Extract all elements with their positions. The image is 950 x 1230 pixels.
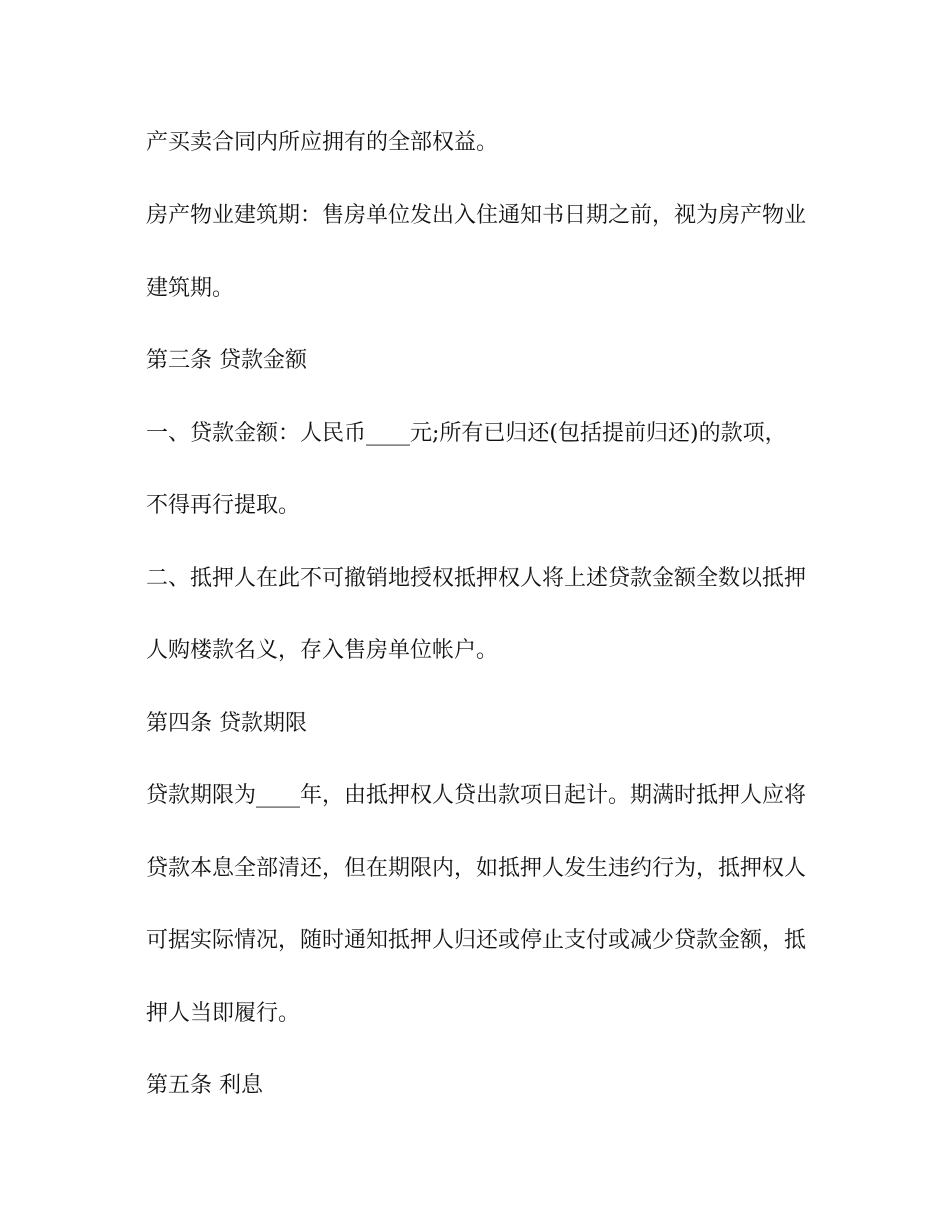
text-line: 建筑期。 [146, 276, 235, 301]
section-heading-article-4: 第四条 贷款期限 [146, 711, 307, 736]
text-line: 不得再行提取。 [146, 493, 301, 518]
text-line: 房产物业建筑期：售房单位发出入住通知书日期之前，视为房产物业 [146, 203, 807, 228]
section-heading-article-5: 第五条 利息 [146, 1073, 263, 1098]
text-line: 贷款本息全部清还，但在期限内，如抵押人发生违约行为，抵押权人 [146, 856, 807, 881]
text-line: 产买卖合同内所应拥有的全部权益。 [146, 130, 499, 155]
text-line: 二、抵押人在此不可撤销地授权抵押权人将上述贷款金额全数以抵押 [146, 566, 807, 591]
text-line: 人购楼款名义，存入售房单位帐户。 [146, 638, 499, 663]
section-heading-article-3: 第三条 贷款金额 [146, 348, 307, 373]
text-line: 押人当即履行。 [146, 1001, 301, 1026]
text-line: 可据实际情况，随时通知抵押人归还或停止支付或减少贷款金额，抵 [146, 928, 807, 953]
text-line: 一、贷款金额：人民币____元;所有已归还(包括提前归还)的款项， [146, 421, 787, 446]
text-line: 贷款期限为____年，由抵押权人贷出款项日起计。期满时抵押人应将 [146, 783, 807, 808]
